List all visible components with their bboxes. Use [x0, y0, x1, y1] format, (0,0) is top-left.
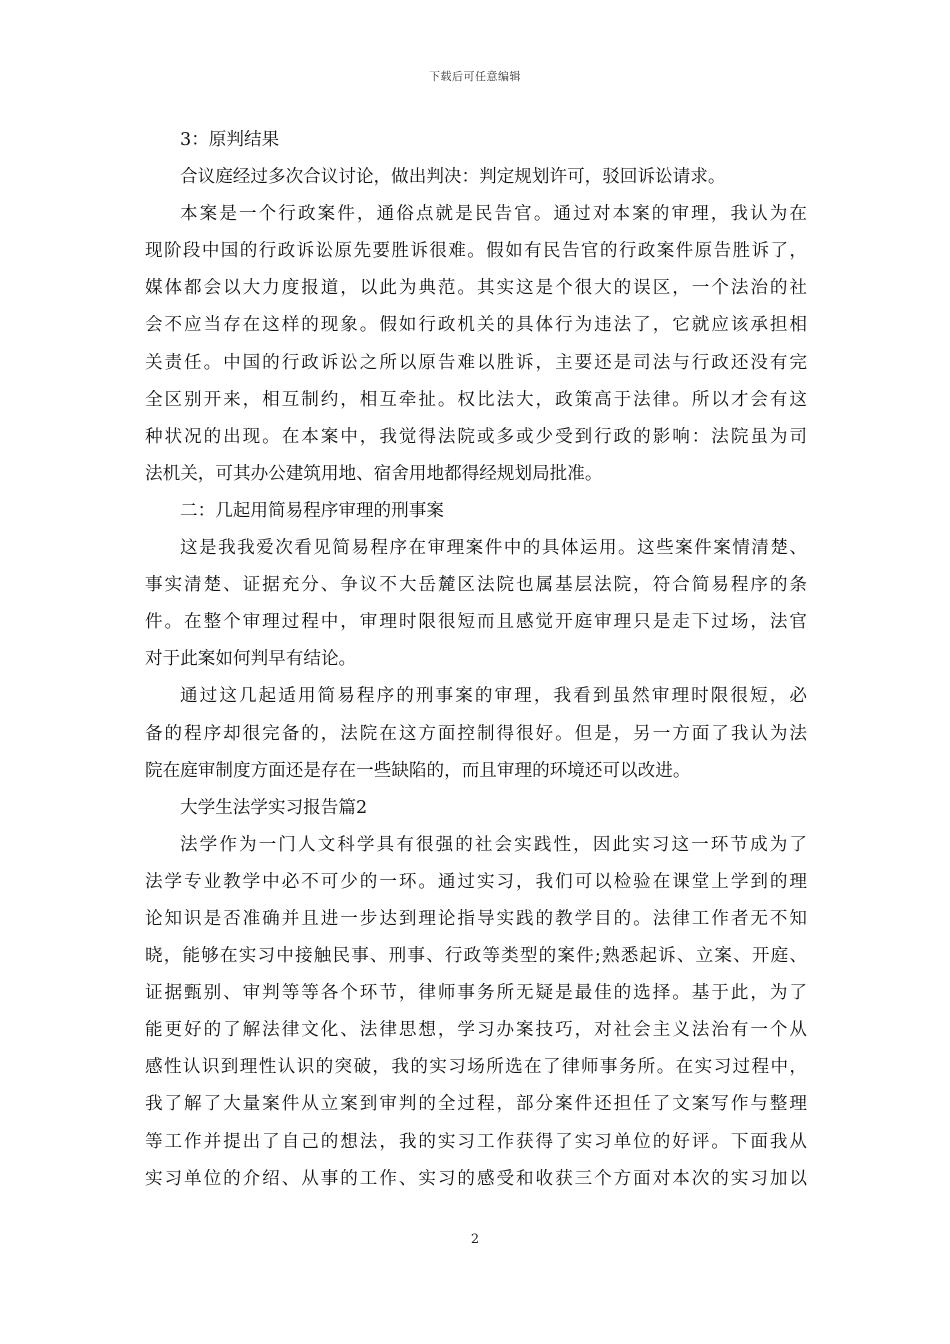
- text-line: 通过这几起适用简易程序的刑事案的审理，我看到虽然审理时限很短，必: [180, 686, 807, 707]
- text-line: 这是我我爱次看见简易程序在审理案件中的具体运用。这些案件案情清楚、: [180, 538, 807, 559]
- page-number: 2: [470, 1232, 480, 1247]
- text-line: 合议庭经过多次合议讨论，做出判决：判定规划许可，驳回诉讼请求。: [180, 167, 726, 188]
- body-text: [145, 122, 807, 1198]
- text-line: 法机关，可其办公建筑用地、宿舍用地都得经规划局批准。: [145, 463, 603, 484]
- section-heading: 大学生法学实习报告篇2: [180, 797, 368, 818]
- text-line: 感性认识到理性认识的突破，我的实习场所选在了律师事务所。在实习过程中，: [145, 1057, 807, 1078]
- text-line: 能更好的了解法律文化、法律思想，学习办案技巧，对社会主义法治有一个从: [145, 1020, 807, 1041]
- text-line: 本案是一个行政案件，通俗点就是民告官。通过对本案的审理，我认为在: [180, 204, 807, 225]
- text-line: 实习单位的介绍、从事的工作、实习的感受和收获三个方面对本次的实习加以: [145, 1168, 807, 1189]
- text-line: 晓，能够在实习中接触民事、刑事、行政等类型的案件;熟悉起诉、立案、开庭、: [145, 946, 807, 967]
- text-line: 会不应当存在这样的现象。假如行政机关的具体行为违法了，它就应该承担相: [145, 315, 807, 336]
- page-header: 下载后可任意编辑: [429, 70, 521, 83]
- text-line: 等工作并提出了自己的想法，我的实习工作获得了实习单位的好评。下面我从: [145, 1131, 807, 1152]
- text-line: 法学作为一门人文科学具有很强的社会实践性，因此实习这一环节成为了: [180, 834, 807, 855]
- text-line: 关责任。中国的行政诉讼之所以原告难以胜诉，主要还是司法与行政还没有完: [145, 352, 807, 373]
- text-line: 3：原判结果: [180, 130, 280, 150]
- text-line: 全区别开来，相互制约，相互牵扯。权比法大，政策高于法律。所以才会有这: [145, 389, 807, 410]
- text-line: 法学专业教学中必不可少的一环。通过实习，我们可以检验在课堂上学到的理: [145, 871, 807, 892]
- text-line: 对于此案如何判早有结论。: [145, 649, 357, 670]
- text-line: 备的程序却很完备的，法院在这方面控制得很好。但是，另一方面了我认为法: [145, 723, 807, 744]
- text-line: 种状况的出现。在本案中，我觉得法院或多或少受到行政的影响：法院虽为司: [145, 426, 807, 447]
- text-line: 院在庭审制度方面还是存在一些缺陷的，而且审理的环境还可以改进。: [145, 760, 691, 781]
- text-line: 我了解了大量案件从立案到审判的全过程，部分案件还担任了文案写作与整理: [145, 1094, 807, 1115]
- text-line: 论知识是否准确并且进一步达到理论指导实践的教学目的。法律工作者无不知: [145, 908, 807, 929]
- text-line: 证据甄别、审判等等各个环节，律师事务所无疑是最佳的选择。基于此，为了: [145, 983, 807, 1004]
- text-line: 媒体都会以大力度报道，以此为典范。其实这是个很大的误区，一个法治的社: [145, 278, 807, 299]
- text-line: 现阶段中国的行政诉讼原先要胜诉很难。假如有民告官的行政案件原告胜诉了，: [145, 241, 807, 262]
- section-heading: 二：几起用简易程序审理的刑事案: [180, 500, 444, 521]
- text-line: 件。在整个审理过程中，审理时限很短而且感觉开庭审理只是走下过场，法官: [145, 612, 807, 633]
- text-line: 事实清楚、证据充分、争议不大岳麓区法院也属基层法院，符合简易程序的条: [145, 575, 807, 596]
